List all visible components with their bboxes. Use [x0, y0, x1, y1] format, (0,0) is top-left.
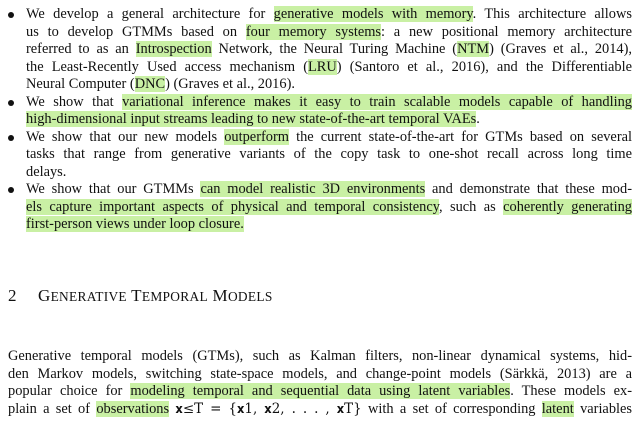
text-line [26, 94, 632, 112]
text-line [8, 383, 632, 401]
highlighted-text: modeling temporal and sequential data using latent variables [130, 383, 511, 400]
text-span: and demonstrate that these mod- [425, 181, 632, 197]
highlighted-text: latent [541, 400, 574, 417]
bullet-item [0, 94, 640, 129]
text-span: variables [573, 400, 633, 417]
highlighted-text: LRU [308, 58, 337, 75]
text-span: . These models ex- [510, 383, 632, 400]
text-line [26, 6, 632, 24]
text-span: plain a set of [8, 400, 97, 417]
highlighted-text: generative models with memory [273, 6, 473, 22]
text-span: Network, the Neural Turing Machine ( [211, 41, 458, 57]
text-line [8, 366, 632, 384]
highlighted-text: four memory systems [245, 23, 381, 40]
text-span: ) (Santoro et al., 2016), and the Differentiable [336, 58, 632, 75]
section-title: GENERATIVE TEMPORAL MODELS [38, 286, 273, 305]
text-line [26, 146, 632, 164]
highlighted-text: variational inference makes it easy to train scalable models capable of handling [122, 93, 632, 110]
text-line [26, 59, 632, 77]
text-line [26, 24, 632, 42]
text-span: referred to as an [26, 41, 136, 57]
text-span: : a new positional memory architecture [381, 23, 632, 40]
text-span: , such as [439, 198, 504, 215]
text-span: tasks that range from generative variants of the copy task to one-shot recall across long time [26, 146, 632, 162]
highlighted-text: first-person views under loop closure. [26, 216, 244, 232]
text-span: Neural Computer ( [26, 76, 135, 92]
bullet-item [0, 181, 640, 234]
text-span: We show that [26, 93, 123, 110]
text-span: the current state-of-the-art for GTMs based on several [288, 128, 632, 145]
highlighted-text: high-dimensional input streams leading to new state-of-the-art temporal VAEs [26, 111, 477, 127]
highlighted-text: NTM [457, 41, 490, 57]
text-span: den Markov models, switching state-space models, and change-point models (Särkkä, 2013) are a [8, 365, 632, 382]
text-line [26, 111, 632, 129]
text-span: the Least-Recently Used access mechanism ( [26, 58, 308, 75]
highlighted-text: coherently generating [503, 198, 632, 215]
text-span: delays. [26, 163, 67, 180]
text-span: ) (Graves et al., 2014), [489, 41, 633, 57]
bullet-item [0, 6, 640, 94]
bullet-dot-icon [8, 187, 14, 193]
highlighted-text: observations [96, 400, 170, 417]
bullet-dot-icon [8, 100, 14, 106]
text-line [26, 216, 632, 234]
text-span: us to develop GTMMs based on [26, 23, 246, 40]
section-number: 2 [8, 286, 17, 305]
text-line [26, 129, 632, 147]
text-line [26, 76, 632, 94]
text-line [26, 199, 632, 217]
text-span: ) (Graves et al., 2016). [165, 76, 295, 92]
section-paragraph [8, 348, 632, 418]
highlighted-text: can model realistic 3D environments [200, 181, 426, 197]
section-heading [8, 286, 273, 306]
bullet-dot-icon [8, 12, 14, 18]
highlighted-text: Introspection [135, 41, 212, 57]
bullet-item [0, 129, 640, 182]
text-line [26, 164, 632, 182]
text-line [26, 41, 632, 59]
highlighted-text: els capture important aspects of physical and temporal consistency [26, 198, 440, 215]
text-line [8, 348, 632, 366]
text-span: popular choice for [8, 383, 131, 400]
text-span: . This architecture allows [472, 6, 632, 22]
bullet-dot-icon [8, 135, 14, 141]
text-line [8, 401, 632, 419]
contribution-list [0, 6, 640, 234]
text-span: We show that our new models [26, 128, 225, 145]
text-span: We show that our GTMMs [26, 181, 201, 197]
math-expression: 𝐱≤T = {𝐱1, 𝐱2, . . . , 𝐱T} [175, 400, 362, 417]
text-span: . [476, 111, 480, 127]
highlighted-text: DNC [134, 76, 166, 92]
highlighted-text: outperform [224, 128, 289, 145]
text-span: Generative temporal models (GTMs), such as Kalman filters, non-linear dynamical systems, hid- [8, 348, 632, 364]
text-span: We develop a general architecture for [26, 6, 274, 22]
text-span: with a set of corresponding [361, 400, 542, 417]
text-line [26, 181, 632, 199]
